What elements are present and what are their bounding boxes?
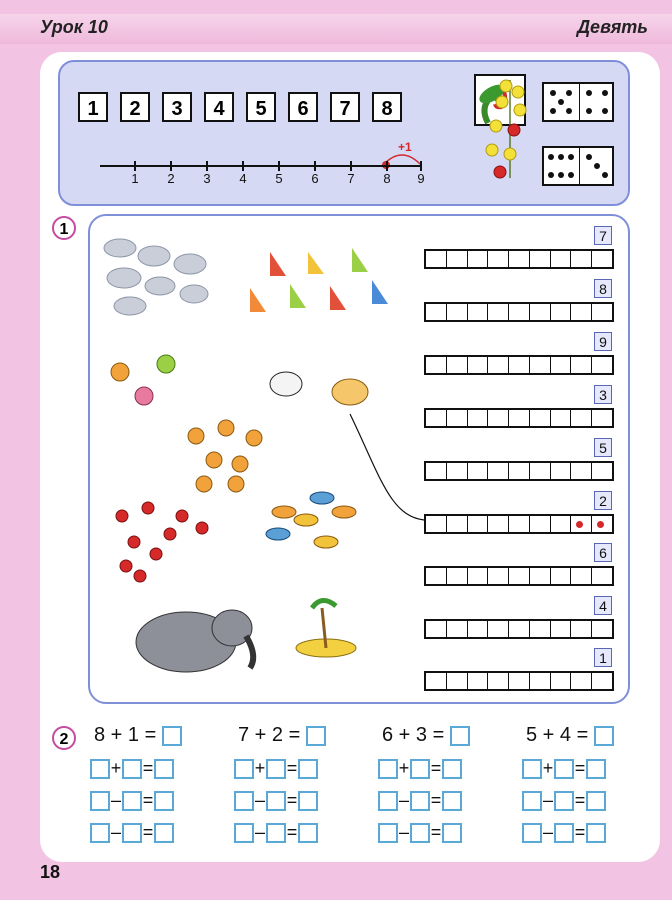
- answer-grid[interactable]: [424, 249, 614, 269]
- equals-sign: =: [142, 790, 154, 811]
- operand-box[interactable]: [266, 759, 286, 779]
- tick-label: 1: [131, 171, 139, 186]
- operand-box[interactable]: [122, 823, 142, 843]
- operator: +: [110, 758, 122, 779]
- tick-label: 3: [203, 171, 211, 186]
- operand-box[interactable]: [122, 791, 142, 811]
- answer-box[interactable]: [306, 726, 326, 746]
- equation: [382, 724, 470, 750]
- operand-box[interactable]: [410, 823, 430, 843]
- blank-equation: [234, 757, 318, 783]
- row-number: 8: [594, 279, 612, 298]
- equals-sign: =: [574, 822, 586, 843]
- answer-box[interactable]: [154, 823, 174, 843]
- equation-text: 8 + 1 =: [94, 724, 157, 747]
- operator: +: [254, 758, 266, 779]
- equals-sign: =: [430, 822, 442, 843]
- operator: –: [398, 822, 409, 843]
- operator: –: [110, 790, 121, 811]
- tick-label: 7: [347, 171, 355, 186]
- number-box: 5: [246, 92, 276, 122]
- operand-box[interactable]: [266, 823, 286, 843]
- row-number: 4: [594, 596, 612, 615]
- equation-text: 6 + 3 =: [382, 724, 445, 747]
- fish-illustration: [266, 492, 356, 548]
- blank-equation: [234, 789, 318, 815]
- tick-label: 5: [275, 171, 283, 186]
- answer-box[interactable]: [442, 791, 462, 811]
- operand-box[interactable]: [266, 791, 286, 811]
- operand-box[interactable]: [378, 823, 398, 843]
- tick: [311, 161, 319, 186]
- operand-box[interactable]: [234, 759, 254, 779]
- operand-box[interactable]: [554, 759, 574, 779]
- operator: +: [398, 758, 410, 779]
- tick-label: 8: [383, 171, 391, 186]
- blank-equation: [378, 789, 462, 815]
- number-box: 4: [204, 92, 234, 122]
- answer-box[interactable]: [154, 759, 174, 779]
- number-box: 2: [120, 92, 150, 122]
- tick: [275, 161, 283, 186]
- blank-equation: [378, 757, 462, 783]
- operand-box[interactable]: [554, 823, 574, 843]
- domino-top: [542, 82, 614, 122]
- operand-box[interactable]: [522, 823, 542, 843]
- equals-sign: =: [142, 758, 154, 779]
- answer-box[interactable]: [298, 759, 318, 779]
- blank-equation: [522, 789, 606, 815]
- blank-equation: [90, 821, 174, 847]
- equation-text: 7 + 2 =: [238, 724, 301, 747]
- operator: –: [542, 822, 553, 843]
- topic-title: Девять: [577, 17, 648, 37]
- tick-label: 6: [311, 171, 319, 186]
- operand-box[interactable]: [522, 791, 542, 811]
- equals-sign: =: [574, 758, 586, 779]
- equals-sign: =: [430, 758, 442, 779]
- tick-label: 2: [167, 171, 175, 186]
- flowers-illustration: [116, 502, 208, 582]
- berries-illustration: [470, 68, 540, 198]
- blank-equation: [378, 821, 462, 847]
- answer-grid[interactable]: [424, 408, 614, 428]
- tick-label: 9: [417, 171, 425, 186]
- answer-box[interactable]: [154, 791, 174, 811]
- connect-line: [350, 414, 424, 520]
- answer-grid[interactable]: [424, 302, 614, 322]
- answer-box[interactable]: [298, 823, 318, 843]
- tick: [347, 161, 355, 186]
- tick-label: 4: [239, 171, 247, 186]
- equals-sign: =: [142, 822, 154, 843]
- operand-box[interactable]: [410, 759, 430, 779]
- snails-illustration: [111, 355, 175, 405]
- number-box: 3: [162, 92, 192, 122]
- row-number: 5: [594, 438, 612, 457]
- answer-box[interactable]: [298, 791, 318, 811]
- tick: [203, 161, 211, 186]
- tick: [131, 161, 139, 186]
- operand-box[interactable]: [90, 823, 110, 843]
- blank-equation: [522, 757, 606, 783]
- operand-box[interactable]: [522, 759, 542, 779]
- operand-box[interactable]: [554, 791, 574, 811]
- operator: –: [398, 790, 409, 811]
- tick: [417, 161, 425, 186]
- filled-dot: [597, 521, 604, 528]
- equation: [526, 724, 614, 750]
- equals-sign: =: [430, 790, 442, 811]
- operand-box[interactable]: [410, 791, 430, 811]
- answer-box[interactable]: [442, 759, 462, 779]
- operator: –: [254, 790, 265, 811]
- clouds-illustration: [104, 239, 208, 315]
- row-number: 9: [594, 332, 612, 351]
- blank-equation: [234, 821, 318, 847]
- answer-grid[interactable]: [424, 461, 614, 481]
- domino-bottom: [542, 146, 614, 186]
- operator: –: [254, 822, 265, 843]
- domino-half: [579, 148, 615, 184]
- answer-box[interactable]: [162, 726, 182, 746]
- answer-box[interactable]: [442, 823, 462, 843]
- number-line: [100, 165, 425, 186]
- number-box: 8: [372, 92, 402, 122]
- answer-box[interactable]: [594, 726, 614, 746]
- cats-illustration: [270, 372, 368, 405]
- island-illustration: [296, 600, 356, 657]
- operator: +: [542, 758, 554, 779]
- operator: –: [542, 790, 553, 811]
- step-label: +1: [398, 140, 412, 154]
- answer-box[interactable]: [586, 791, 606, 811]
- equals-sign: =: [286, 758, 298, 779]
- operand-box[interactable]: [90, 791, 110, 811]
- blank-equation: [522, 821, 606, 847]
- elephant-illustration: [136, 610, 253, 672]
- task-2-badge: 2: [52, 726, 76, 750]
- task-1-badge: 1: [52, 216, 76, 240]
- domino-half: [544, 84, 579, 120]
- row-number: 2: [594, 491, 612, 510]
- lesson-title: Урок 10: [40, 17, 108, 37]
- chicks-illustration: [188, 420, 262, 492]
- page-number: 18: [40, 862, 61, 882]
- equation-text: 5 + 4 =: [526, 724, 589, 747]
- tick: [167, 161, 175, 186]
- row-number: 3: [594, 385, 612, 404]
- equation: [94, 724, 182, 750]
- operand-box[interactable]: [378, 791, 398, 811]
- answer-grid[interactable]: [424, 619, 614, 639]
- equals-sign: =: [286, 822, 298, 843]
- row-number: 1: [594, 648, 612, 667]
- tick: [239, 161, 247, 186]
- domino-half: [544, 148, 579, 184]
- operand-box[interactable]: [378, 759, 398, 779]
- tick: [383, 161, 391, 186]
- number-box: 7: [330, 92, 360, 122]
- blank-equation: [90, 757, 174, 783]
- answer-grid[interactable]: [424, 671, 614, 691]
- number-box: 6: [288, 92, 318, 122]
- operand-box[interactable]: [122, 759, 142, 779]
- operand-box[interactable]: [234, 823, 254, 843]
- answer-grid[interactable]: [424, 566, 614, 586]
- answer-grid[interactable]: [424, 355, 614, 375]
- filled-dot: [576, 521, 583, 528]
- answer-box[interactable]: [450, 726, 470, 746]
- sailboats-illustration: [250, 248, 388, 312]
- answer-grid[interactable]: [424, 514, 614, 534]
- blank-equation: [90, 789, 174, 815]
- domino-half: [579, 84, 615, 120]
- row-number: 7: [594, 226, 612, 245]
- equation: [238, 724, 326, 750]
- answer-box[interactable]: [586, 823, 606, 843]
- answer-box[interactable]: [586, 759, 606, 779]
- number-box: 1: [78, 92, 108, 122]
- page-header: [0, 14, 672, 44]
- equals-sign: =: [574, 790, 586, 811]
- operand-box[interactable]: [234, 791, 254, 811]
- equals-sign: =: [286, 790, 298, 811]
- row-number: 6: [594, 543, 612, 562]
- operator: –: [110, 822, 121, 843]
- operand-box[interactable]: [90, 759, 110, 779]
- number-intro-panel: [58, 60, 630, 206]
